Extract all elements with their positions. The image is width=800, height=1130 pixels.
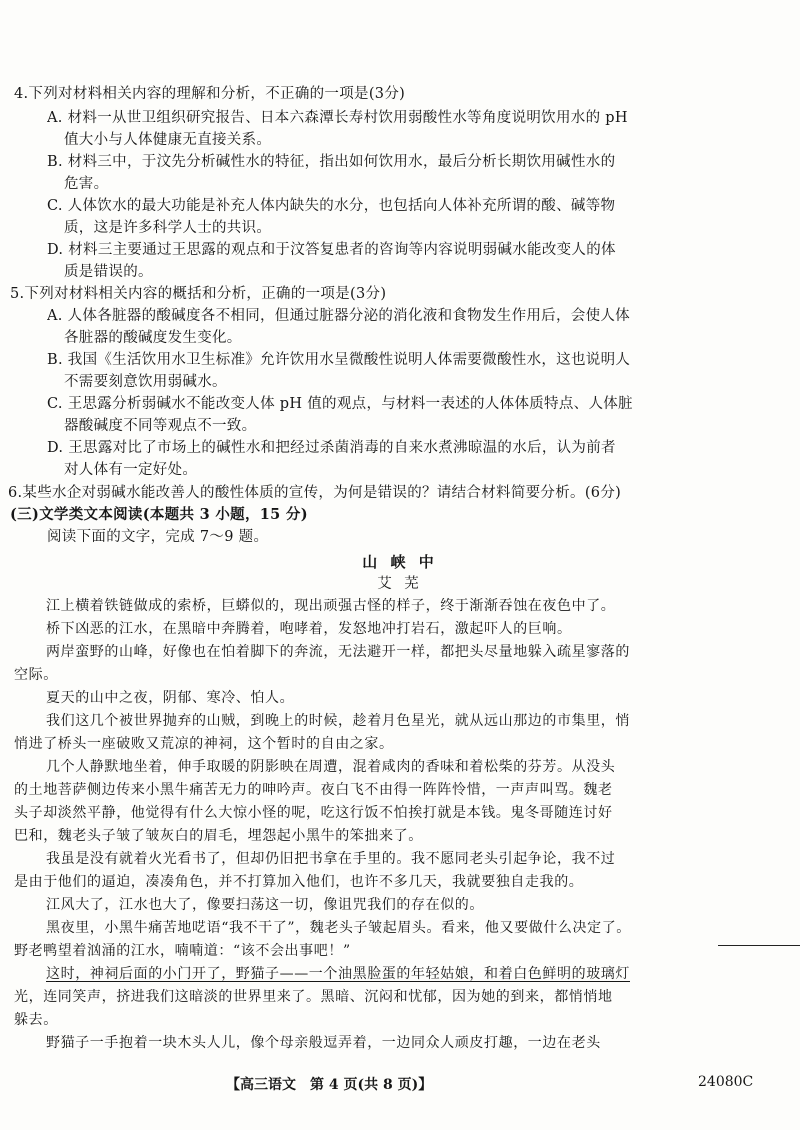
story-author: 艾 芜 (377, 576, 423, 592)
paper-code: 24080C (698, 1074, 754, 1090)
q5-option-a-line2: 各脏器的酸碱度发生变化。 (64, 330, 242, 346)
q4-option-b-line2: 危害。 (64, 176, 109, 192)
story-paragraph: 两岸蛮野的山峰，好像也在怕着脚下的奔流，无法避开一样，都把头尽量地躲入疏星寥落的 (46, 644, 630, 660)
story-paragraph: 江风大了，江水也大了，像要扫荡这一切，像诅咒我们的存在似的。 (46, 897, 484, 913)
story-paragraph: 桥下凶恶的江水，在黑暗中奔腾着，咆哮着，发怒地冲打岩石，激起吓人的巨响。 (46, 621, 572, 637)
story-paragraph: 悄进了桥头一座破败又荒凉的神祠，这个暂时的自由之家。 (14, 736, 394, 752)
q5-stem: 5.下列对材料相关内容的概括和分析，正确的一项是(3分) (10, 286, 387, 302)
q4-option-d-line1: D. 材料三主要通过王思露的观点和于汶答复患者的咨询等内容说明弱碱水能改变人的体 (47, 242, 616, 258)
story-paragraph: 头子却淡然平静，他觉得有什么大惊小怪的呢，吃这行饭不怕挨打就是本钱。鬼冬哥随连讨好 (14, 805, 613, 821)
story-paragraph: 夏天的山中之夜，阴郁、寒冷、怕人。 (46, 690, 295, 706)
section-heading: (三)文学类文本阅读(本题共 3 小题，15 分) (10, 506, 308, 523)
story-paragraph: 我虽是没有就着火光看书了，但却仍旧把书拿在手里的。我不愿同老头引起争论，我不过 (46, 851, 616, 867)
margin-rule (718, 945, 800, 946)
q5-option-a-line1: A. 人体各脏器的酸碱度各不相同，但通过脏器分泌的消化液和食物发生作用后，会使人体 (47, 308, 630, 324)
story-paragraph: 躲去。 (14, 1012, 58, 1028)
q5-option-b-line1: B. 我国《生活饮用水卫生标准》允许饮用水呈微酸性说明人体需要微酸性水，这也说明人 (47, 352, 631, 368)
story-paragraph: 的土地菩萨侧边传来小黑牛痛苦无力的呻吟声。夜白飞不由得一阵阵怜惜，一声声叫骂。魏老 (14, 782, 613, 798)
q4-option-b-line1: B. 材料三中，于汶先分析碱性水的特征，指出如何饮用水，最后分析长期饮用碱性水的 (47, 154, 616, 170)
story-paragraph: 野老鸭望着汹涌的江水，喃喃道：“该不会出事吧！” (14, 943, 351, 959)
q4-option-c-line1: C. 人体饮水的最大功能是补充人体内缺失的水分，也包括向人体补充所谓的酸、碱等物 (47, 198, 616, 214)
q4-option-a-line1: A. 材料一从世卫组织研究报告、日本六森潭长寿村饮用弱酸性水等角度说明饮用水的 pH (47, 110, 628, 126)
q4-option-d-line2: 质是错误的。 (64, 264, 153, 280)
q6-stem: 6.某些水企对弱碱水能改善人的酸性体质的宣传，为何是错误的？请结合材料简要分析。(6分) (8, 485, 622, 501)
q5-option-b-line2: 不需要刻意饮用弱碱水。 (64, 374, 227, 390)
q4-option-c-line2: 质，这是许多科学人士的共识。 (64, 220, 272, 236)
q5-option-c-line1: C. 王思露分析弱碱水不能改变人体 pH 值的观点，与材料一表述的人体体质特点、人体脏 (47, 396, 633, 412)
story-paragraph: 野猫子一手抱着一块木头人儿，像个母亲般逗弄着，一边同众人顽皮打趣，一边在老头 (46, 1035, 601, 1051)
story-paragraph: 江上横着铁链做成的索桥，巨蟒似的，现出顽强古怪的样子，终于渐渐吞蚀在夜色中了。 (46, 598, 616, 614)
story-paragraph: 光，连同笑声，挤进我们这暗淡的世界里来了。黑暗、沉闷和忧郁，因为她的到来，都悄悄地 (14, 989, 613, 1005)
q5-option-d-line2: 对人体有一定好处。 (64, 462, 198, 478)
story-title: 山 峡 中 (362, 553, 438, 571)
q4-stem: 4.下列对材料相关内容的理解和分析，不正确的一项是(3分) (14, 86, 406, 102)
q5-option-d-line1: D. 王思露对比了市场上的碱性水和把经过杀菌消毒的自来水煮沸晾温的水后，认为前者 (47, 440, 616, 456)
q5-option-c-line2: 器酸碱度不同等观点不一致。 (64, 418, 257, 434)
story-paragraph: 是由于他们的逼迫，凑凑角色，并不打算加入他们，也许不多几天，我就要独自走我的。 (14, 874, 584, 890)
story-paragraph: 巴和，魏老头子皱了皱灰白的眉毛，埋怨起小黑牛的笨拙来了。 (14, 828, 423, 844)
story-paragraph: 黑夜里，小黑牛痛苦地呓语“我不干了”，魏老头子皱起眉头。看来，他又要做什么决定了。 (46, 920, 631, 936)
page-footer-label: 【高三语文 第 4 页(共 8 页)】 (226, 1077, 433, 1093)
story-paragraph: 空际。 (14, 667, 58, 683)
section-instruction: 阅读下面的文字，完成 7～9 题。 (47, 529, 269, 545)
q4-option-a-line2: 值大小与人体健康无直接关系。 (64, 132, 272, 148)
story-underlined-sentence: 这时，神祠后面的小门开了，野猫子——一个油黑脸蛋的年轻姑娘，和着白色鲜明的玻璃灯 (46, 966, 630, 982)
story-paragraph: 几个人静默地坐着，伸手取暖的阴影映在周遭，混着咸肉的香味和着松柴的芬芳。从没头 (46, 759, 616, 775)
story-paragraph: 我们这几个被世界抛弃的山贼，到晚上的时候，趁着月色星光，就从远山那边的市集里，悄 (46, 713, 630, 729)
